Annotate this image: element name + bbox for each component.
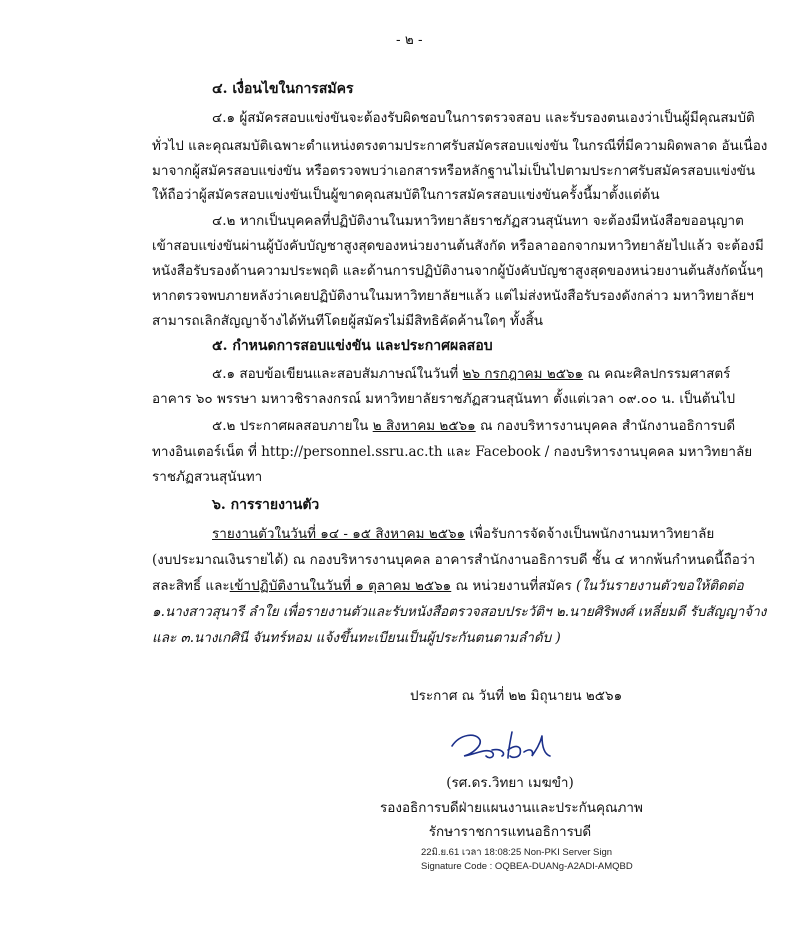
p42-line5: สามารถเลิกสัญญาจ้างได้ทันทีโดยผู้สมัครไม่มีสิทธิคัดค้านใดๆ ทั้งสิ้น: [152, 313, 543, 329]
s6-line1-rest: เพื่อรับการจัดจ้างเป็นพนักงานมหาวิทยาลัย: [465, 526, 715, 542]
s6-line2: (งบประมาณเงินรายได้) ณ กองบริหารงานบุคคล อาคารสำนักงานอธิการบดี ชั้น ๔ หากพ้นกำหนดนี้ถือว่า: [152, 552, 756, 568]
p41-line4: ให้ถือว่าผู้สมัครสอบแข่งขันเป็นผู้ขาดคุณสมบัติในการสมัครสอบแข่งขันครั้งนี้มาตั้งแต่ต้น: [152, 187, 660, 203]
p52-pre: ๕.๒ ประกาศผลสอบภายใน: [212, 418, 373, 434]
s6-report-date: รายงานตัวในวันที่ ๑๔ - ๑๕ สิงหาคม ๒๕๖๑: [212, 526, 466, 542]
sign-stamp-line1: 22มิ.ย.61 เวลา 18:08:25 Non-PKI Server Sign: [421, 847, 613, 858]
section5-heading: ๕. กำหนดการสอบแข่งขัน และประกาศผลสอบ: [212, 338, 493, 354]
s6-line3-pre: สละสิทธิ์ และ: [152, 578, 230, 594]
sign-stamp-line2: Signature Code : OQBEA-DUANg-A2ADI-AMQBD: [421, 861, 633, 872]
s6-line3-italic: (ในวันรายงานตัวขอให้ติดต่อ: [576, 578, 744, 594]
p42-line3: หนังสือรับรองด้านความประพฤติ และด้านการปฏิบัติงานจากผู้บังคับบัญชาสูงสุดของหน่วยงานต้นสังกัดนั้นๆ: [152, 263, 764, 279]
s6-line3-mid: ณ หน่วยงานที่สมัคร: [451, 578, 576, 594]
p52-line2: ทางอินเตอร์เน็ต ที่ http://personnel.ssru.ac.th และ Facebook / กองบริหารงานบุคคล มหาวิทยาลัย: [152, 444, 753, 460]
signer-name: (รศ.ดร.วิทยา เมฆขำ): [446, 775, 574, 791]
s6-line3: [152, 574, 744, 596]
section6-heading: ๖. การรายงานตัว: [212, 497, 320, 513]
p52-line3: ราชภัฏสวนสุนันทา: [152, 469, 263, 485]
signer-title2: รักษาราชการแทนอธิการบดี: [428, 824, 592, 840]
p42-line4: หากตรวจพบภายหลังว่าเคยปฏิบัติงานในมหาวิทยาลัยฯแล้ว แต่ไม่ส่งหนังสือรับรองดังกล่าว มหาวิทยาลัยฯ: [152, 288, 754, 304]
announce-date: ประกาศ ณ วันที่ ๒๒ มิถุนายน ๒๕๖๑: [410, 688, 623, 704]
s6-line4: ๑.นางสาวสุนารี ลำใย เพื่อรายงานตัวและรับหนังสือตรวจสอบประวัติฯ ๒.นายศิริพงศ์ เหลี่ยมดี รับสัญญาจ้าง: [152, 604, 767, 620]
p51-line2: อาคาร ๖๐ พรรษา มหาวชิราลงกรณ์ มหาวิทยาลัยราชภัฏสวนสุนันทา ตั้งแต่เวลา ๐๙.๐๐ น. เป็นต้นไป: [152, 391, 736, 407]
p51-post: ณ คณะศิลปกรรมศาสตร์: [583, 366, 731, 382]
s6-line5: และ ๓.นางเกศินี จันทร์หอม แจ้งขึ้นทะเบียนเป็นผู้ประกันตนตามลำดับ ): [152, 630, 561, 646]
p42-line2: เข้าสอบแข่งขันผ่านผู้บังคับบัญชาสูงสุดของหน่วยงานต้นสังกัด หรือลาออกจากมหาวิทยาลัยไปแล้ว จะต้องมี: [152, 238, 764, 254]
p41-line3: มาจากผู้สมัครสอบแข่งขัน หรือตรวจพบว่าเอกสารหรือหลักฐานไม่เป็นไปตามประกาศรับสมัครสอบแข่งขัน: [152, 163, 756, 179]
p41-line2: ทั่วไป และคุณสมบัติเฉพาะตำแหน่งตรงตามประกาศรับสมัครสอบแข่งขัน ในกรณีที่มีความผิดพลาด อันเนื่อง: [152, 138, 768, 154]
p52-post: ณ กองบริหารงานบุคคล สำนักงานอธิการบดี: [475, 418, 736, 434]
p52-line1: [212, 414, 735, 436]
p51-pre: ๕.๑ สอบข้อเขียนและสอบสัมภาษณ์ในวันที่: [212, 366, 463, 382]
page-number: - ๒ -: [396, 32, 423, 48]
p42-line1: ๔.๒ หากเป็นบุคคลที่ปฏิบัติงานในมหาวิทยาลัยราชภัฏสวนสุนันทา จะต้องมีหนังสือขออนุญาต: [212, 213, 744, 229]
s6-line1: [212, 522, 714, 544]
p52-date: ๒ สิงหาคม ๒๕๖๑: [372, 418, 476, 434]
section4-heading: ๔. เงื่อนไขในการสมัคร: [212, 81, 354, 97]
s6-start-date: เข้าปฏิบัติงานในวันที่ ๑ ตุลาคม ๒๕๖๑: [229, 578, 452, 594]
p41-line1: ๔.๑ ผู้สมัครสอบแข่งขันจะต้องรับผิดชอบในการตรวจสอบ และรับรองตนเองว่าเป็นผู้มีคุณสมบัติ: [212, 110, 755, 126]
signature-image: [446, 726, 558, 766]
p51-date: ๒๖ กรกฎาคม ๒๕๖๑: [462, 366, 584, 382]
signer-title1: รองอธิการบดีฝ่ายแผนงานและประกันคุณภาพ: [380, 800, 643, 816]
p51-line1: [212, 362, 730, 384]
